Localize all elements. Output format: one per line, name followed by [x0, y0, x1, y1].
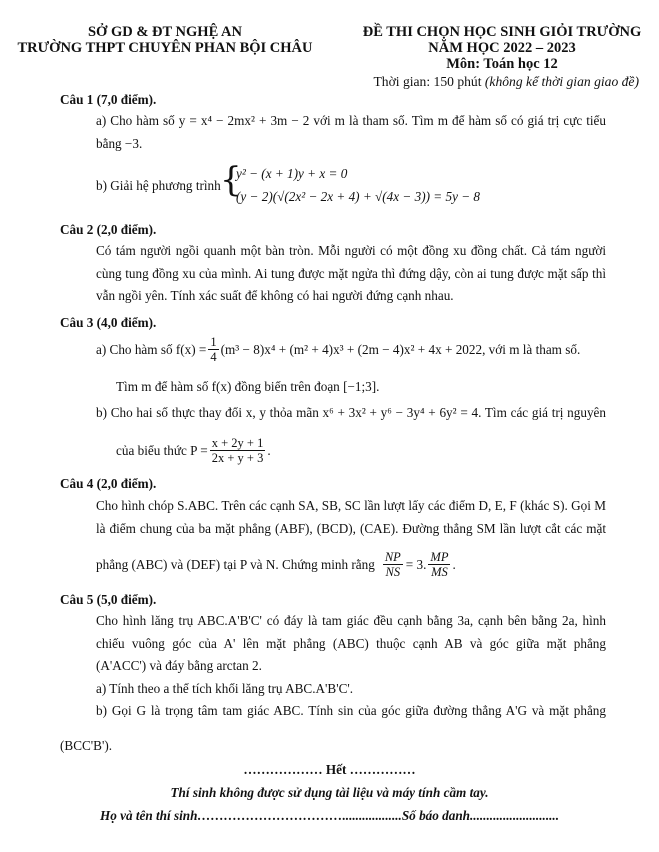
q3b-prefix: của biểu thức P = [116, 442, 208, 458]
dept-name: SỞ GD & ĐT NGHỆ AN [87, 24, 243, 40]
end-marker: ……………… Hết …………… [243, 762, 416, 777]
q2-body [96, 240, 606, 308]
q3b-line1: b) Cho hai số thực thay đổi x, y thỏa mãn x⁶ + 3x² + y⁶ − 3y⁴ + 6y² = 4. Tìm các giá trị nguyên [96, 405, 606, 420]
q5-body [96, 610, 606, 723]
q4-line1: Cho hình chóp S.ABC. Trên các cạnh SA, SB, SC lần lượt lấy các điểm D, E, F (khác S). Gọi M [96, 498, 606, 513]
q3a-line2: Tìm m để hàm số f(x) đồng biến trên đoạn [−1;3]. [116, 379, 380, 394]
subject: Môn: Toán học 12 [446, 56, 558, 72]
q4-fraction-2 [428, 550, 450, 579]
q3b-frac-den: 2x + y + 3 [211, 451, 264, 465]
q4-line3-prefix: phẳng (ABC) và (DEF) tại P và N. Chứng minh rằng [96, 556, 375, 572]
q1-title: Câu 1 (7,0 điểm). [60, 92, 157, 107]
exam-time [373, 74, 639, 90]
q4-line3 [96, 550, 456, 579]
q5-part-b-line1: b) Gọi G là trọng tâm tam giác ABC. Tính sin của góc giữa đường thẳng A'G và mặt phẳng [96, 703, 606, 718]
exam-title: ĐỀ THI CHỌN HỌC SINH GIỎI TRƯỜNG [362, 24, 642, 40]
system-brace: { [220, 160, 242, 200]
q4-end: . [452, 556, 456, 572]
q5-title: Câu 5 (5,0 điểm). [60, 592, 157, 607]
q3b-line1-wrap [96, 402, 606, 425]
q3b-line2 [116, 436, 271, 465]
q3b-suffix: . [267, 442, 271, 458]
q4-fraction-1 [383, 550, 403, 579]
q3a-line1 [96, 335, 606, 364]
q2-line3: vẫn ngồi yên. Tính xác suất để không có hai người đứng cạnh nhau. [96, 288, 454, 303]
q3a-rest: (m³ − 8)x⁴ + (m² + 4)x³ + (2m − 4)x² + 4x + 2022, với m là tham số. [220, 341, 581, 357]
q1a-line1: a) Cho hàm số y = x⁴ − 2mx² + 3m − 2 với m là tham số. Tìm m để hàm số có giá trị cực tiểu [96, 113, 606, 128]
q4-frac1-den: NS [385, 565, 401, 579]
q2-line1: Có tám người ngồi quanh một bàn tròn. Mỗi người có một đồng xu đồng chất. Cả tám người [96, 243, 606, 258]
q4-mid: = 3. [405, 556, 427, 572]
q5-line2: chiếu vuông góc của A' lên mặt phẳng (ABC) thuộc cạnh AB và góc giữa mặt phẳng [96, 635, 606, 651]
q4-line2: là điểm chung của ba mặt phẳng (ABF), (BCD), (CAE). Đường thẳng SM lần lượt cắt các mặt [96, 520, 606, 536]
q4-title: Câu 4 (2,0 điểm). [60, 476, 157, 491]
q5-part-b-line2: (BCC'B'). [60, 738, 113, 753]
q4-frac2-num: MP [430, 550, 449, 564]
q1b-equation-2: (y − 2)(√(2x² − 2x + 4) + √(4x − 3)) = 5y − 8 [236, 189, 481, 204]
q4-body [96, 495, 606, 540]
q4-frac2-den: MS [431, 565, 448, 579]
q1b-equation-1: y² − (x + 1)y + x = 0 [236, 166, 348, 181]
q3b-frac-num: x + 2y + 1 [211, 436, 264, 450]
candidate-info-line: Họ và tên thí sinh……………………………..................Số báo danh........................... [99, 808, 560, 823]
q5-line1: Cho hình lăng trụ ABC.A'B'C' có đáy là tam giác đều cạnh bằng 3a, cạnh bên bằng 2a, hình [96, 613, 606, 628]
school-name: TRƯỜNG THPT CHUYÊN PHAN BỘI CHÂU [17, 40, 313, 56]
q3-title: Câu 3 (4,0 điểm). [60, 315, 157, 330]
q2-title: Câu 2 (2,0 điểm). [60, 222, 157, 237]
q3a-frac-den: 4 [210, 350, 217, 364]
q3b-fraction [210, 436, 266, 465]
q3a-prefix: a) Cho hàm số f(x) = [96, 341, 207, 357]
q1-part-a [96, 110, 606, 155]
q5-line3: (A'ACC') và đáy bằng arctan 2. [96, 658, 262, 673]
q1a-line2: bằng −3. [96, 135, 143, 151]
q2-line2: cùng tung đồng xu của mình. Ai tung được mặt ngửa thì đứng dậy, còn ai tung được mặt sấp thì [96, 265, 606, 281]
q4-frac1-num: NP [384, 550, 401, 564]
q3a-fraction [208, 335, 218, 364]
q3a-frac-num: 1 [210, 335, 217, 349]
q5-part-a: a) Tính theo a thể tích khối lăng trụ ABC.A'B'C'. [96, 680, 354, 696]
exam-time-label: Thời gian: 150 phút [373, 74, 485, 89]
school-year: NĂM HỌC 2022 – 2023 [428, 40, 576, 56]
exam-time-note: (không kể thời gian giao đề) [484, 74, 639, 89]
exam-note: Thí sinh không được sử dụng tài liệu và máy tính cầm tay. [170, 785, 489, 800]
q1b-label: b) Giải hệ phương trình [96, 178, 221, 193]
